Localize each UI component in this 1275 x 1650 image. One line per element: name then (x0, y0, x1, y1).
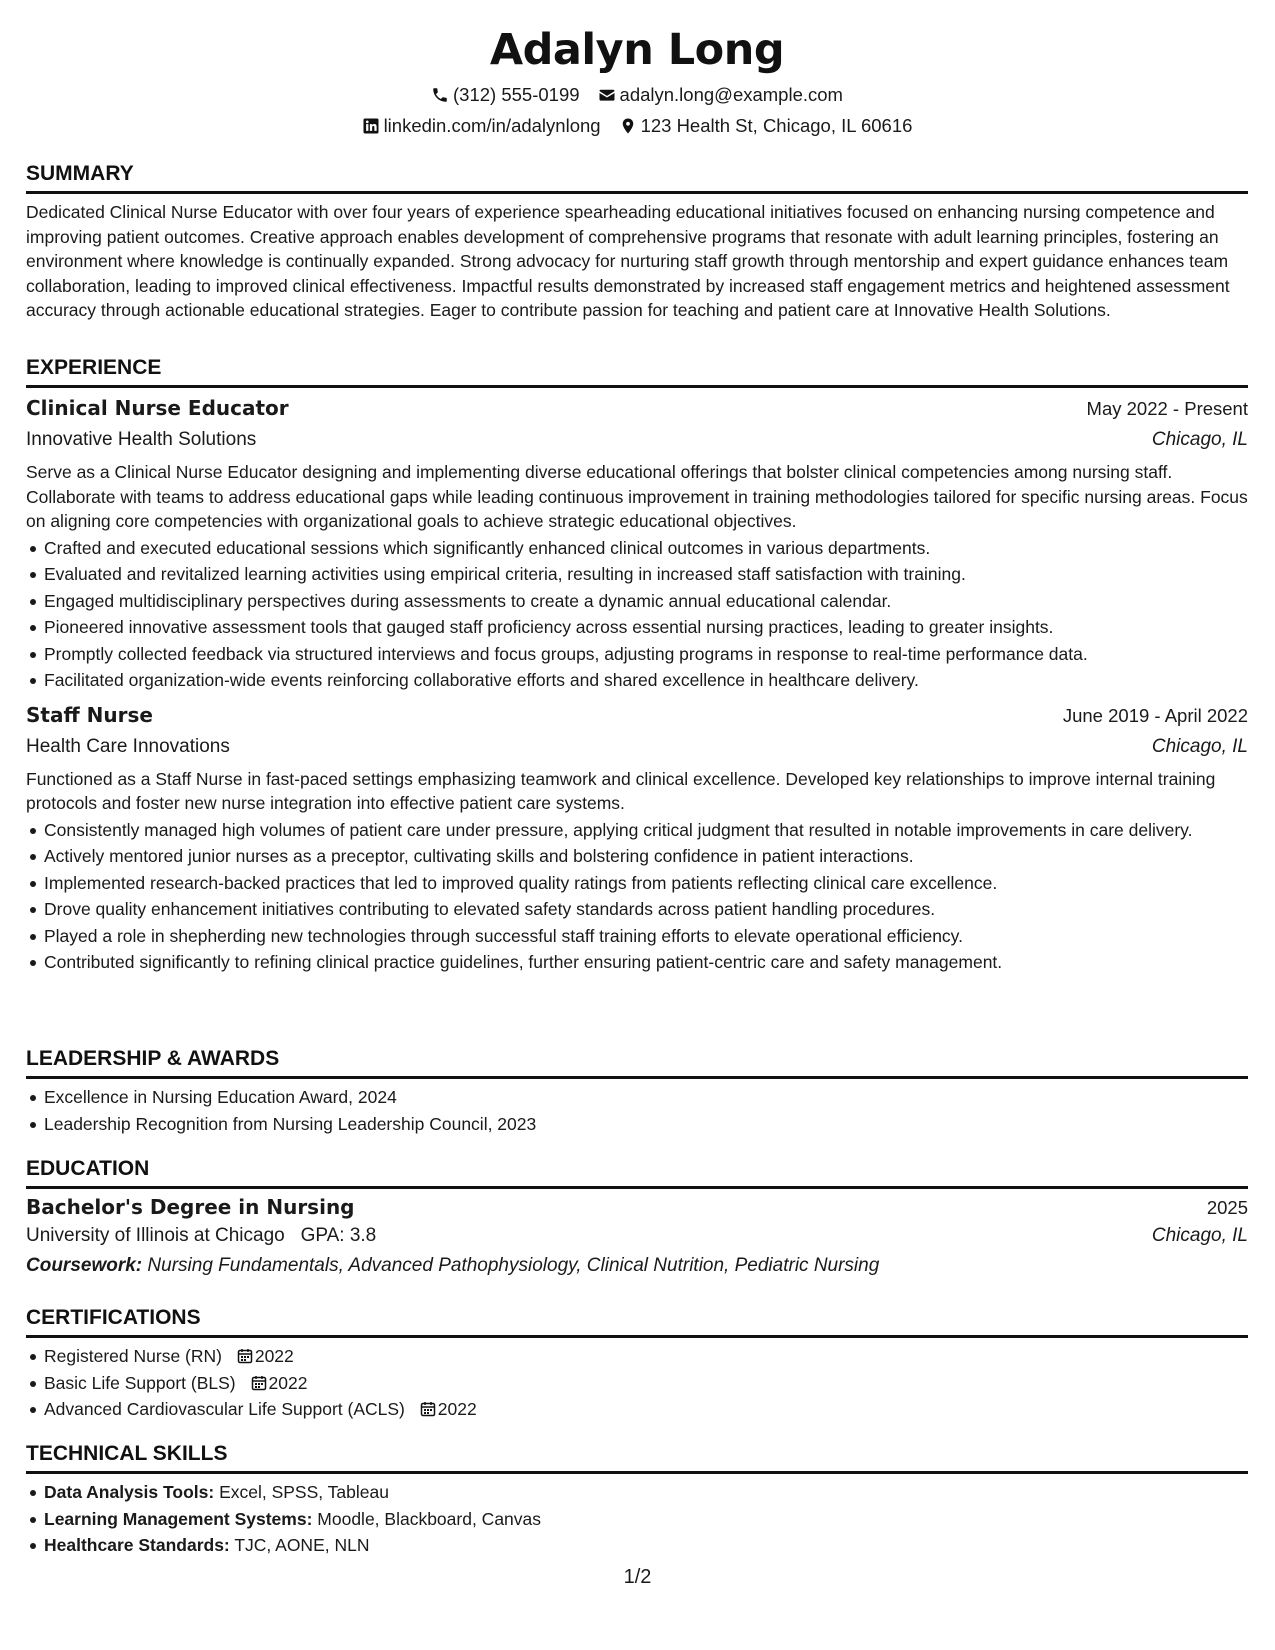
skills-section (26, 1442, 1248, 1558)
email-contact[interactable] (598, 84, 843, 106)
list-item: Pioneered innovative assessment tools that gauged staff proficiency across essential nursing practices, leading to greater insights. (44, 615, 1248, 640)
list-item (44, 1397, 1248, 1422)
candidate-name: Adalyn Long (489, 25, 785, 75)
coursework-list: Nursing Fundamentals, Advanced Pathophysiology, Clinical Nutrition, Pediatric Nursing (147, 1255, 880, 1276)
school-name: University of Illinois at Chicago (26, 1225, 285, 1246)
awards-list (26, 1085, 1248, 1136)
list-item (44, 1533, 1248, 1558)
experience-section (26, 356, 1248, 975)
address-text: 123 Health St, Chicago, IL 60616 (640, 115, 913, 136)
list-item: Promptly collected feedback via structured interviews and focus groups, adjusting programs in response to real-time performance data. (44, 642, 1248, 667)
skill-value: TJC, AONE, NLN (234, 1535, 370, 1555)
contact-row-2 (26, 115, 1248, 137)
cert-year: 2022 (268, 1372, 308, 1393)
section-divider (26, 1076, 1248, 1079)
coursework (26, 1252, 1248, 1280)
resume-page (26, 0, 1248, 1555)
job-bullets (26, 818, 1248, 975)
cert-year: 2022 (437, 1399, 477, 1419)
job-entry (26, 701, 1248, 975)
section-divider (26, 191, 1248, 194)
coursework-label: Coursework: (26, 1255, 143, 1276)
list-item (44, 1371, 1248, 1396)
cert-name: Advanced Cardiovascular Life Support (ACLS) (44, 1399, 405, 1419)
job-dates: June 2019 - April 2022 (1062, 704, 1248, 726)
phone-contact (431, 84, 580, 106)
gpa: GPA: 3.8 (300, 1225, 377, 1246)
calendar-icon (420, 1401, 436, 1417)
map-pin-icon (619, 117, 637, 135)
summary-text: Dedicated Clinical Nurse Educator with over four years of experience spearheading educational initiatives focused on enhancing nursing competence and improving patient outcomes. Creative approach enables development of comprehensive programs that resonate with adult learning principles, fostering an environment where knowledge is continually expanded. Strong advocacy for nurturing staff growth through mentorship and expert guidance enhances team collaboration, leading to improved clinical effectiveness. Impactful results demonstrated by increased staff engagement metrics and heightened assessment accuracy through actionable educational strategies. Eager to contribute passion for teaching and patient care at Innovative Health Solutions. (26, 202, 1230, 320)
job-bullets (26, 536, 1248, 693)
skills-list (26, 1480, 1248, 1558)
list-item (44, 1507, 1248, 1532)
list-item: Consistently managed high volumes of patient care under pressure, applying critical judgment that resulted in notable improvements in care delivery. (44, 818, 1248, 843)
summary-heading: SUMMARY (26, 162, 134, 185)
skill-label: Data Analysis Tools: (44, 1482, 215, 1502)
list-item: Crafted and executed educational sessions which significantly enhanced clinical outcomes in various departments. (44, 536, 1248, 561)
list-item: Evaluated and revitalized learning activities using empirical criteria, resulting in increased staff satisfaction with training. (44, 562, 1248, 587)
linkedin-link[interactable]: linkedin.com/in/adalynlong (383, 115, 601, 136)
envelope-icon (598, 86, 616, 104)
education-heading: EDUCATION (26, 1157, 150, 1180)
section-divider (26, 1335, 1248, 1338)
list-item: Excellence in Nursing Education Award, 2024 (44, 1085, 1248, 1110)
job-description: Serve as a Clinical Nurse Educator designing and implementing diverse educational offerings that bolster clinical competencies among nursing staff. Collaborate with teams to address educational gaps while leading continuous improvement in training methodologies tailored for specific nursing areas. Focus on aligning core competencies with organizational goals to achieve strategic educational objectives. (26, 462, 1248, 531)
job-title: Clinical Nurse Educator (26, 396, 289, 420)
list-item: Actively mentored junior nurses as a preceptor, cultivating skills and bolstering confidence in patient interactions. (44, 844, 1248, 869)
job-location: Chicago, IL (1151, 735, 1248, 757)
page-number: 1/2 (623, 1566, 652, 1588)
certifications-heading: CERTIFICATIONS (26, 1306, 201, 1329)
list-item: Facilitated organization-wide events reinforcing collaborative efforts and shared excellence in healthcare delivery. (44, 668, 1248, 693)
graduation-year: 2025 (1206, 1197, 1248, 1218)
experience-heading: EXPERIENCE (26, 356, 162, 379)
contact-row-1 (26, 84, 1248, 106)
address-contact (619, 115, 913, 137)
section-divider (26, 1186, 1248, 1189)
section-divider (26, 385, 1248, 388)
job-company: Innovative Health Solutions (26, 429, 257, 450)
certifications-section (26, 1306, 1248, 1422)
cert-name: Registered Nurse (RN) (44, 1346, 222, 1366)
education-section (26, 1157, 1248, 1280)
awards-heading: LEADERSHIP & AWARDS (26, 1047, 280, 1070)
linkedin-icon (362, 117, 380, 135)
job-location: Chicago, IL (1151, 429, 1248, 450)
email-link[interactable]: adalyn.long@example.com (619, 84, 843, 105)
calendar-icon (251, 1375, 267, 1391)
section-divider (26, 1471, 1248, 1474)
skill-value: Moodle, Blackboard, Canvas (317, 1508, 542, 1529)
cert-year: 2022 (254, 1346, 294, 1366)
phone-text: (312) 555-0199 (453, 84, 580, 105)
list-item: Implemented research-backed practices that led to improved quality ratings from patients reflecting clinical care excellence. (44, 871, 1248, 896)
school-location: Chicago, IL (1151, 1225, 1248, 1246)
job-entry (26, 394, 1248, 693)
skill-value: Excel, SPSS, Tableau (219, 1482, 389, 1502)
skill-label: Healthcare Standards: (44, 1535, 230, 1555)
list-item (44, 1344, 1248, 1369)
certifications-list (26, 1344, 1248, 1422)
job-company: Health Care Innovations (26, 735, 230, 757)
calendar-icon (237, 1348, 253, 1364)
cert-name: Basic Life Support (BLS) (44, 1372, 236, 1393)
degree-title: Bachelor's Degree in Nursing (26, 1195, 355, 1219)
list-item: Contributed significantly to refining clinical practice guidelines, further ensuring patient-centric care and safety management. (44, 950, 1248, 975)
job-dates: May 2022 - Present (1086, 398, 1248, 419)
list-item: Played a role in shepherding new technologies through successful staff training efforts to elevate operational efficiency. (44, 924, 1248, 949)
school-line (26, 1222, 376, 1250)
job-title: Staff Nurse (26, 702, 153, 727)
awards-section (26, 1047, 1248, 1136)
list-item: Leadership Recognition from Nursing Leadership Council, 2023 (44, 1112, 1248, 1137)
resume-header (26, 22, 1248, 137)
skill-label: Learning Management Systems: (44, 1508, 313, 1529)
phone-icon (431, 86, 449, 104)
summary-section (26, 162, 1248, 323)
list-item (44, 1480, 1248, 1505)
linkedin-contact[interactable] (362, 115, 601, 137)
skills-heading: TECHNICAL SKILLS (26, 1442, 228, 1465)
job-description: Functioned as a Staff Nurse in fast-paced settings emphasizing teamwork and clinical excellence. Developed key relationships to improve internal training protocols and foster new nurse integration into effective patient care systems. (26, 768, 1216, 813)
list-item: Drove quality enhancement initiatives contributing to elevated safety standards across patient handling procedures. (44, 897, 1248, 922)
list-item: Engaged multidisciplinary perspectives during assessments to create a dynamic annual educational calendar. (44, 589, 1248, 614)
